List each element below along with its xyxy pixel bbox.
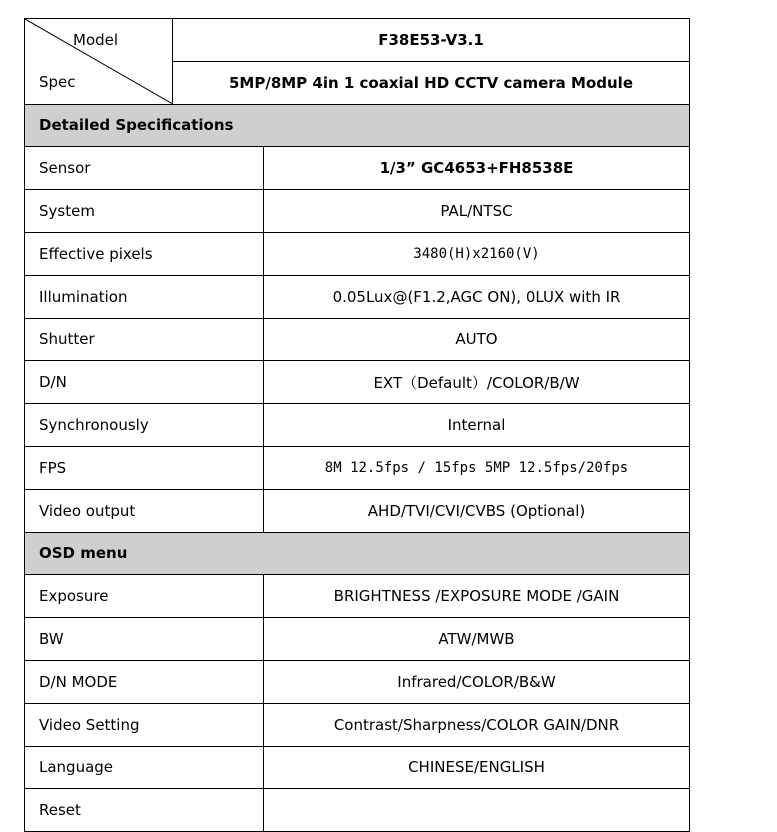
spec-value: Infrared/COLOR/B&W bbox=[397, 672, 556, 691]
table-row bbox=[25, 490, 689, 533]
spec-value: CHINESE/ENGLISH bbox=[408, 758, 545, 777]
spec-label: FPS bbox=[25, 447, 264, 489]
spec-label: D/N bbox=[25, 361, 264, 403]
spec-value: 3480(H)x2160(V) bbox=[413, 245, 540, 262]
model-description: 5MP/8MP 4in 1 coaxial HD CCTV camera Module bbox=[228, 73, 633, 92]
table-row bbox=[25, 661, 689, 704]
section-header: Detailed Specifications bbox=[25, 105, 689, 148]
section-header: OSD menu bbox=[25, 533, 689, 576]
table-row bbox=[25, 618, 689, 661]
spec-label: Illumination bbox=[25, 276, 264, 318]
spec-label: Shutter bbox=[25, 319, 264, 361]
spec-label: Spec bbox=[39, 73, 76, 91]
table-row bbox=[25, 747, 689, 790]
table-row bbox=[25, 704, 689, 747]
table-row bbox=[25, 190, 689, 233]
table-row bbox=[25, 319, 689, 362]
spec-value: 8M 12.5fps / 15fps 5MP 12.5fps/20fps bbox=[324, 459, 629, 476]
spec-label: Synchronously bbox=[25, 404, 264, 446]
spec-value: 0.05Lux@(F1.2,AGC ON), 0LUX with IR bbox=[332, 287, 621, 306]
model-name: F38E53-V3.1 bbox=[173, 19, 689, 62]
table-row bbox=[25, 233, 689, 276]
spec-value: BRIGHTNESS /EXPOSURE MODE /GAIN bbox=[333, 587, 620, 606]
model-spec-corner-cell bbox=[25, 19, 173, 104]
spec-label: Reset bbox=[25, 789, 264, 831]
spec-label: D/N MODE bbox=[25, 661, 264, 703]
spec-label: BW bbox=[25, 618, 264, 660]
spec-value: PAL/NTSC bbox=[440, 202, 513, 221]
table-row bbox=[25, 404, 689, 447]
spec-label: Sensor bbox=[25, 147, 264, 189]
spec-label: Effective pixels bbox=[25, 233, 264, 275]
spec-value: EXT（Default）/COLOR/B/W bbox=[373, 373, 580, 392]
spec-label: Language bbox=[25, 747, 264, 789]
spec-value bbox=[264, 789, 689, 831]
table-row bbox=[25, 575, 689, 618]
table-row bbox=[25, 147, 689, 190]
spec-value: 1/3” GC4653+FH8538E bbox=[379, 159, 574, 178]
spec-value: Internal bbox=[447, 416, 506, 435]
spec-value: AHD/TVI/CVI/CVBS (Optional) bbox=[367, 501, 586, 520]
spec-label: Video output bbox=[25, 490, 264, 532]
table-row bbox=[25, 276, 689, 319]
model-label: Model bbox=[73, 31, 119, 49]
spec-value: ATW/MWB bbox=[438, 630, 515, 649]
table-row bbox=[25, 447, 689, 490]
table-row bbox=[25, 361, 689, 404]
spec-value: Contrast/Sharpness/COLOR GAIN/DNR bbox=[333, 715, 620, 734]
table-header bbox=[25, 19, 689, 105]
spec-label: System bbox=[25, 190, 264, 232]
spec-label: Exposure bbox=[25, 575, 264, 617]
spec-value: AUTO bbox=[455, 330, 498, 349]
spec-table bbox=[24, 18, 690, 832]
spec-label: Video Setting bbox=[25, 704, 264, 746]
